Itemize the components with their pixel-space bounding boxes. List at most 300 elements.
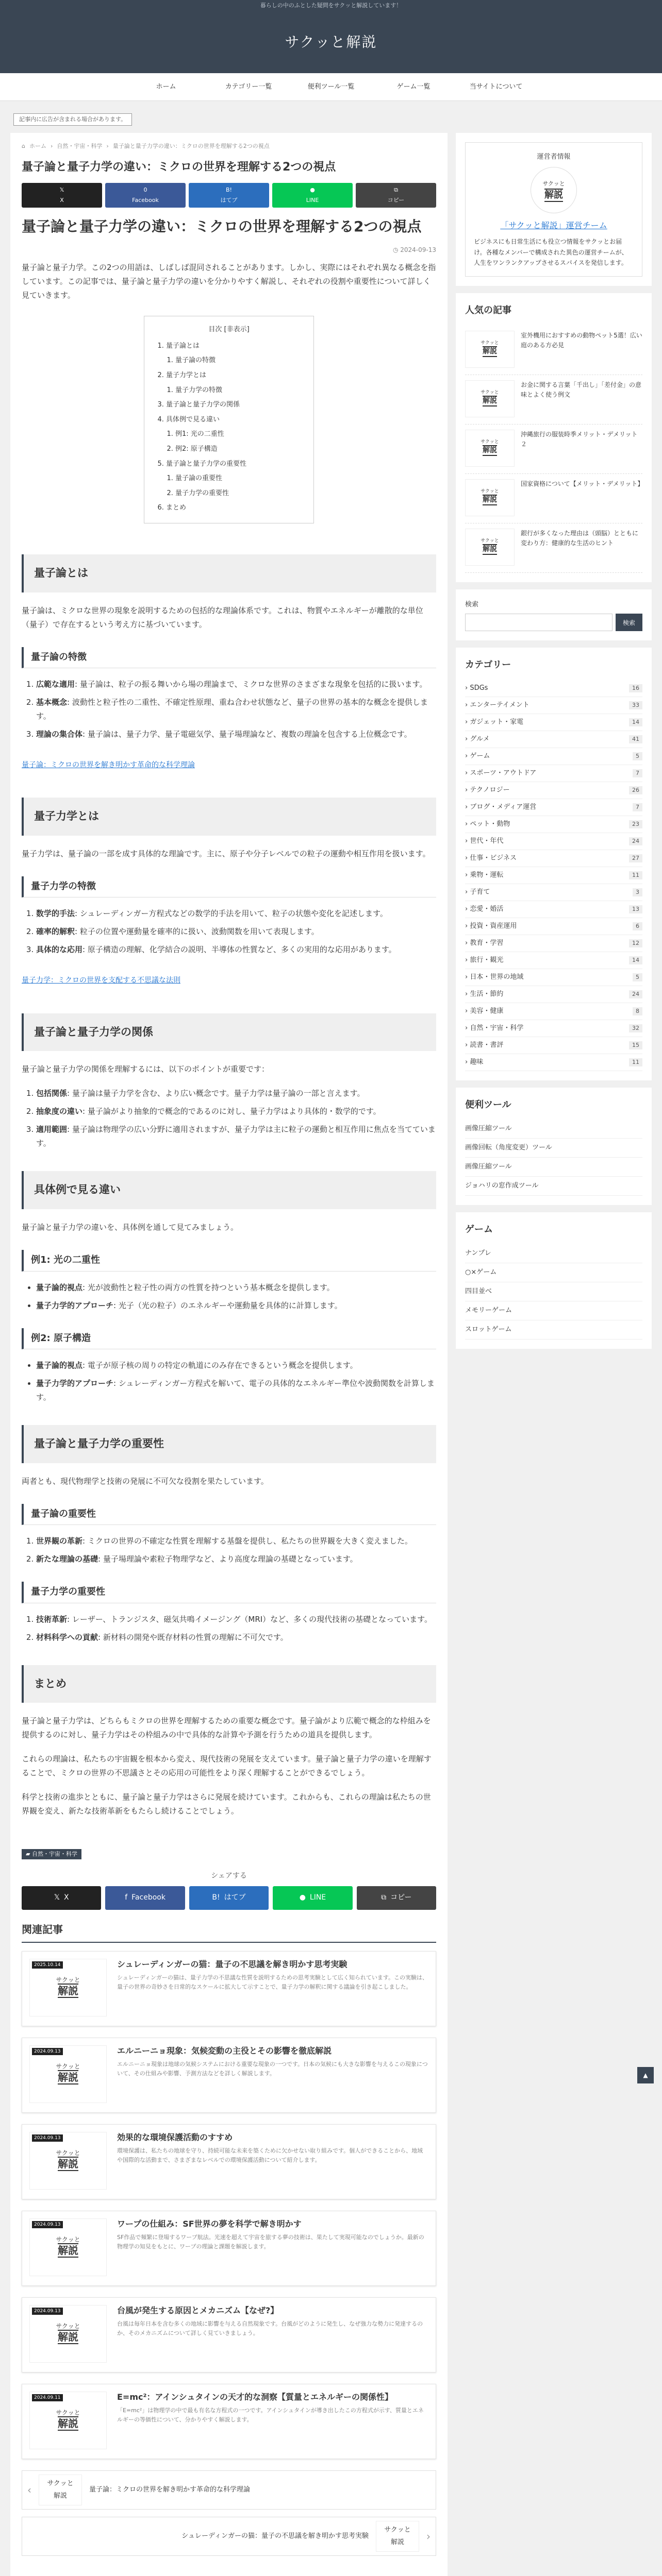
- related-card[interactable]: [22, 2384, 436, 2459]
- toc-subitem[interactable]: 例1: 光の二重性: [175, 430, 224, 438]
- intro-text: 量子論と量子力学。この2つの用語は、しばしば混同されることがあります。しかし、実際にはそれぞれ異なる概念を指しています。この記事では、量子論と量子力学の違いを分かりやすく解説し、それぞれの役割や重要性について詳しく見ていきます。: [22, 263, 436, 300]
- related-date: 2024.09.11: [32, 2394, 63, 2401]
- related-date: 2024.09.13: [32, 2134, 63, 2142]
- category-name: SDGs: [470, 684, 488, 692]
- popular-title: 室外機用におすすめの動物ペット5選！広い庭のある方必見: [521, 331, 642, 349]
- breadcrumb-current: 量子論と量子力学の違い：ミクロの世界を理解する2つの視点: [112, 143, 270, 149]
- related-thumbnail: [29, 2045, 107, 2103]
- subsection-heading: 量子力学の重要性: [22, 1582, 436, 1603]
- category-count: 15: [629, 1041, 642, 1049]
- category-item[interactable]: [465, 765, 642, 782]
- list-item: 1. 包括関係: 量子論は量子力学を含む、より広い概念です。量子力学は量子論の一部と言えます。: [36, 1087, 436, 1100]
- game-link[interactable]: 四目並べ: [465, 1282, 642, 1301]
- section-heading: 量子論と量子力学の重要性: [22, 1425, 436, 1463]
- avatar: [531, 167, 577, 213]
- category-item[interactable]: [465, 867, 642, 884]
- related-excerpt: 環境保護は、私たちの地球を守り、持続可能な未来を築くために欠かせない取り組みです。個人ができることから、地域や国際的な活動まで、さまざまなレベルでの環境保護活動について紹介します。: [117, 2147, 423, 2163]
- toc-subitem[interactable]: 量子論の重要性: [175, 474, 223, 483]
- category-count: 24: [629, 990, 642, 998]
- notice-area: [10, 105, 652, 133]
- category-count: 6: [633, 922, 642, 930]
- feature-list: [22, 677, 436, 741]
- subsection-heading: 量子力学の特徴: [22, 876, 436, 897]
- line-icon: ●: [299, 1893, 306, 1902]
- search-label: 検索: [465, 600, 479, 608]
- category-count: 16: [629, 684, 642, 692]
- category-count: 26: [629, 786, 642, 794]
- site-logo-small: サクッと: [481, 341, 499, 346]
- category-count: 23: [629, 820, 642, 828]
- paragraph: 量子論と量子力学の関係を理解するには、以下のポイントが重要です：: [22, 1064, 270, 1074]
- site-logo-small: サクッと: [47, 2480, 74, 2488]
- share-hatebu-button[interactable]: B! はてブ: [189, 183, 269, 208]
- related-title: E=mc²：アインシュタインの天才的な洞察【質量とエネルギーの関係性】: [117, 2392, 393, 2402]
- chevron-right-icon: ›: [465, 939, 470, 947]
- popular-title: 国家資格について【メリット・デメリット】: [521, 480, 644, 487]
- next-post-title: シュレーディンガーの猫：量子の不思議を解き明かす思考実験: [181, 2532, 369, 2540]
- site-logo-large: 解説: [483, 445, 497, 456]
- category-item[interactable]: [465, 816, 642, 833]
- category-name: ブログ・メディア運営: [470, 803, 537, 811]
- ad-notice: 記事内に広告が含まれる場合があります。: [13, 113, 132, 126]
- example-list: [22, 1281, 436, 1313]
- game-link[interactable]: メモリーゲーム: [465, 1301, 642, 1320]
- chevron-right-icon: ›: [465, 718, 470, 726]
- category-name: 仕事・ビジネス: [470, 854, 517, 862]
- category-item[interactable]: [465, 969, 642, 986]
- list-item: 1. 広範な適用: 量子論は、粒子の振る舞いから場の理論まで、ミクロな世界のさまざまな現象を包括的に扱います。: [36, 677, 436, 691]
- category-item[interactable]: [465, 986, 642, 1003]
- list-item: 1. 技術革新: レーザー、トランジスタ、磁気共鳴イメージング（MRI）など、多くの現代技術の基礎となっています。: [36, 1613, 436, 1626]
- share-hatebu-button[interactable]: B! はてブ: [189, 1886, 269, 1910]
- category-item[interactable]: [465, 884, 642, 901]
- category-name: ペット・動物: [470, 820, 510, 828]
- list-item: • 量子力学的アプローチ: シュレーディンガー方程式を解いて、電子の具体的なエネルギー準位や波動関数を計算します。: [36, 1377, 436, 1404]
- related-thumbnail: [29, 2305, 107, 2363]
- related-thumbnail: [29, 2218, 107, 2276]
- chevron-right-icon: ›: [465, 684, 470, 692]
- category-item[interactable]: [465, 952, 642, 969]
- prev-thumbnail: [39, 2475, 82, 2505]
- chevron-right-icon: ›: [465, 854, 470, 862]
- chevron-right-icon: ›: [465, 1007, 470, 1015]
- tools-widget: [456, 1088, 652, 1205]
- related-date: 2025.10.14: [32, 1961, 63, 1969]
- category-name: 生活・節約: [470, 990, 504, 998]
- related-thumbnail: [29, 1959, 107, 2016]
- x-icon: 𝕏: [54, 1893, 60, 1902]
- category-name: 乗物・運転: [470, 871, 504, 879]
- hatebu-icon: B!: [226, 187, 232, 193]
- subsection-heading: 例2: 原子構造: [22, 1328, 436, 1349]
- list-item: 1. 数学的手法: シュレーディンガー方程式などの数学的手法を用いて、粒子の状態や変化を記述します。: [36, 907, 436, 921]
- chevron-right-icon: ›: [465, 956, 470, 964]
- site-logo-large: 解説: [483, 396, 497, 406]
- category-item[interactable]: [465, 901, 642, 918]
- category-item[interactable]: [465, 748, 642, 765]
- popular-item[interactable]: [465, 523, 642, 573]
- site-logo-small: サクッと: [481, 489, 499, 495]
- toc-item[interactable]: 量子論とは: [166, 342, 200, 350]
- category-item[interactable]: [465, 1037, 642, 1054]
- site-logo-small: サクッと: [542, 180, 565, 187]
- related-excerpt: 台風は毎年日本を含む多くの地域に影響を与える自然現象です。台風がどのように発生し、なぜ強力な勢力に発達するのか、そのメカニズムについて詳しく見ていきましょう。: [117, 2320, 423, 2336]
- admin-name-link[interactable]: 「サクッと解説」運営チーム: [500, 221, 607, 231]
- chevron-right-icon: ›: [465, 1024, 470, 1032]
- paragraph: 科学と技術の進歩とともに、量子論と量子力学はさらに発展を続けています。これからも、これらの理論は私たちの世界観を変え、新たな技術革新をもたらし続けることでしょう。: [22, 1792, 431, 1816]
- category-item[interactable]: [465, 680, 642, 697]
- related-excerpt: エルニーニョ現象は地球の気候システムにおける重要な現象の一つです。日本の気候にも大きな影響を与えるこの現象について、その仕組みや影響、予測方法などを詳しく解説します。: [117, 2060, 428, 2077]
- toc-subitem[interactable]: 例2: 原子構造: [175, 445, 218, 453]
- category-name: 日本・世界の地域: [470, 973, 524, 981]
- category-count: 33: [629, 701, 642, 709]
- chevron-right-icon: ›: [426, 2530, 431, 2543]
- chevron-right-icon: ›: [465, 973, 470, 981]
- list-item: 3. 理論の集合体: 量子論は、量子力学、量子電磁気学、量子場理論など、複数の理論を包含する上位概念です。: [36, 727, 436, 741]
- related-excerpt: 「E=mc²」は物理学の中で最も有名な方程式の一つです。アインシュタインが導き出したこの方程式が示す、質量とエネルギーの等価性について、分かりやすく解説します。: [117, 2406, 424, 2423]
- chevron-right-icon: ›: [465, 888, 470, 896]
- popular-title: お金に関する言葉「千出し」「差付金」の意味とよく使う例文: [521, 381, 642, 398]
- header-tagline: 暮らしの中のふとした疑問をサクッと解説しています！: [0, 0, 662, 11]
- clock-icon: ◷: [392, 246, 401, 253]
- popular-thumbnail: [465, 529, 515, 566]
- post-date: ◷ 2024-09-13: [392, 246, 436, 253]
- toc-toggle[interactable]: [非表示]: [224, 326, 250, 334]
- share-line-button[interactable]: ● LINE: [272, 183, 353, 208]
- category-item[interactable]: [465, 918, 642, 935]
- category-name: スポーツ・アウトドア: [470, 769, 537, 777]
- feature-list: [22, 907, 436, 957]
- category-item[interactable]: [465, 782, 642, 799]
- tool-link[interactable]: 画像回転（角度変更）ツール: [465, 1139, 642, 1158]
- related-title: シュレーディンガーの猫：量子の不思議を解き明かす思考実験: [117, 1959, 347, 1969]
- related-list: [22, 1951, 436, 2459]
- game-link[interactable]: ナンプレ: [465, 1244, 642, 1263]
- site-logo-large: 解説: [483, 346, 497, 357]
- chevron-right-icon: ›: [465, 1058, 470, 1066]
- section-heading: まとめ: [22, 1665, 436, 1703]
- list-item: • 量子論的視点: 電子が原子核の周りの特定の軌道にのみ存在できるという概念を提供します。: [36, 1359, 436, 1372]
- site-logo-large: 解説: [483, 495, 497, 505]
- copy-icon: ⧉: [381, 1893, 387, 1902]
- relation-list: [22, 1087, 436, 1150]
- admin-label: 運営者情報: [537, 153, 571, 161]
- importance-list: [22, 1613, 436, 1645]
- site-logo-small: サクッと: [56, 2063, 80, 2070]
- category-name: 趣味: [470, 1058, 484, 1066]
- chevron-right-icon: ›: [465, 752, 470, 760]
- related-excerpt: SF作品で頻繁に登場するワープ航法。光速を超えて宇宙を旅する夢の技術は、果たして実現可能なのでしょうか。最新の物理学の知見をもとに、ワープの理論と課題を解説します。: [117, 2233, 424, 2250]
- chevron-up-icon: ▲: [643, 2072, 648, 2079]
- nav-tools[interactable]: 便利ツール一覧: [307, 83, 355, 91]
- category-count: 8: [633, 1007, 642, 1015]
- popular-title: 沖縄旅行の服装時季メリット・デメリット２: [521, 430, 638, 448]
- nav-about[interactable]: 当サイトについて: [469, 83, 523, 91]
- toc-item[interactable]: 具体例で見る違い: [166, 415, 220, 423]
- related-thumbnail: [29, 2392, 107, 2449]
- chevron-right-icon: ›: [465, 1041, 470, 1049]
- line-icon: ●: [310, 187, 315, 193]
- toc-subitem[interactable]: 量子力学の特徴: [175, 386, 223, 394]
- chevron-right-icon: ›: [465, 735, 470, 743]
- toc-subitem[interactable]: 量子力学の重要性: [175, 489, 229, 497]
- share-facebook-button[interactable]: f Facebook: [105, 1886, 185, 1910]
- category-item[interactable]: [465, 935, 642, 952]
- category-name: ガジェット・家電: [470, 718, 524, 726]
- category-item[interactable]: [465, 1054, 642, 1071]
- category-count: 14: [629, 718, 642, 726]
- back-to-top-button[interactable]: [637, 2067, 654, 2083]
- category-count: 14: [629, 956, 642, 964]
- related-card[interactable]: [22, 2297, 436, 2372]
- tool-link[interactable]: 画像圧縮ツール: [465, 1120, 642, 1139]
- related-title: 台風が発生する原因とメカニズム【なぜ?】: [117, 2305, 279, 2315]
- category-count: 32: [629, 1024, 642, 1032]
- related-excerpt: シュレーディンガーの猫は、量子力学の不思議な性質を説明するための思考実験として広く知られています。この実験は、量子の世界の奇妙さを日常的なスケールに拡大して示すことで、量子力学の解釈に関する議論を引き起こしました。: [117, 1974, 428, 1990]
- site-title[interactable]: サクッと解説: [285, 33, 377, 50]
- subsection-heading: 量子論の重要性: [22, 1504, 436, 1525]
- category-name: 読書・書評: [470, 1041, 504, 1049]
- popular-item[interactable]: [465, 474, 642, 523]
- popular-item[interactable]: [465, 425, 642, 474]
- folder-icon: ▰: [26, 1851, 32, 1858]
- category-name: 旅行・観光: [470, 956, 504, 964]
- page-title: 量子論と量子力学の違い：ミクロの世界を理解する2つの視点: [22, 217, 422, 235]
- games-heading: ゲーム: [465, 1224, 493, 1235]
- popular-widget: [456, 293, 652, 582]
- prev-post-link[interactable]: [22, 2470, 436, 2510]
- category-item[interactable]: [465, 1020, 642, 1037]
- section-heading: 具体例で見る違い: [22, 1171, 436, 1209]
- share-label: シェアする: [211, 1872, 247, 1880]
- category-item[interactable]: [465, 714, 642, 731]
- share-line-button[interactable]: ● LINE: [273, 1886, 352, 1910]
- global-nav: [0, 73, 662, 101]
- site-logo-large: 解説: [58, 1985, 78, 1997]
- category-count: 5: [633, 973, 642, 981]
- chevron-right-icon: ›: [465, 769, 470, 777]
- category-name: 美容・健康: [470, 1007, 504, 1015]
- list-item: 2. 新たな理論の基礎: 量子場理論や素粒子物理学など、より高度な理論の基礎となっています。: [36, 1552, 436, 1566]
- list-item: • 量子論的視点: 光が波動性と粒子性の両方の性質を持つという基本概念を提供します。: [36, 1281, 436, 1295]
- popular-heading: 人気の記事: [465, 305, 511, 316]
- category-name: テクノロジー: [470, 786, 510, 794]
- category-count: 11: [629, 871, 642, 879]
- toc-item[interactable]: 量子論と量子力学の関係: [166, 401, 240, 409]
- category-count: 41: [629, 735, 642, 743]
- breadcrumb-category[interactable]: 自然・宇宙・科学: [57, 143, 103, 149]
- related-card[interactable]: [22, 1951, 436, 2026]
- category-count: 13: [629, 905, 642, 913]
- site-logo-large: 解説: [58, 2071, 78, 2084]
- importance-list: [22, 1534, 436, 1566]
- paragraph: 量子力学は、量子論の一部を成す具体的な理論です。主に、原子や分子レベルでの粒子の運動や相互作用を扱います。: [22, 849, 431, 859]
- category-list: [465, 680, 642, 1071]
- category-count: 11: [629, 1058, 642, 1066]
- related-date: 2024.09.13: [32, 2308, 63, 2315]
- category-name: 投資・資産運用: [470, 922, 517, 930]
- list-item: 2. 確率的解釈: 粒子の位置や運動量を確率的に扱い、波動関数を用いて表現します。: [36, 925, 436, 939]
- category-item[interactable]: [465, 697, 642, 714]
- category-tag[interactable]: ▰ 自然・宇宙・科学: [22, 1849, 81, 1859]
- related-card[interactable]: [22, 2211, 436, 2286]
- chevron-right-icon: ›: [465, 701, 470, 709]
- related-thumbnail: [29, 2132, 107, 2190]
- share-facebook-button[interactable]: 0 Facebook: [105, 183, 186, 208]
- toc-item[interactable]: 量子論と量子力学の重要性: [166, 460, 247, 468]
- related-card[interactable]: [22, 2038, 436, 2113]
- next-post-link[interactable]: [22, 2517, 436, 2556]
- paragraph: 量子論と量子力学の違いを、具体例を通して見てみましょう。: [22, 1223, 239, 1232]
- popular-thumbnail: [465, 331, 515, 368]
- section-heading: 量子力学とは: [22, 798, 436, 836]
- site-logo-large: 解説: [58, 2244, 78, 2257]
- chevron-right-icon: ›: [465, 786, 470, 794]
- chevron-right-icon: ›: [465, 820, 470, 828]
- paragraph: これらの理論は、私たちの宇宙観を根本から変え、現代技術の発展を支えています。量子論と量子力学の違いを理解することで、ミクロの世界の不思議さとその応用の可能性をより深く理解することができるでしょう。: [22, 1754, 432, 1778]
- category-heading: カテゴリー: [465, 659, 511, 671]
- related-date: 2024.09.13: [32, 2048, 63, 2055]
- site-logo-small: サクッと: [481, 538, 499, 544]
- subsection-heading: 例1: 光の二重性: [22, 1250, 436, 1271]
- category-name: グルメ: [470, 735, 490, 743]
- list-item: • 量子力学的アプローチ: 光子（光の粒子）のエネルギーや運動量を具体的に計算します。: [36, 1299, 436, 1313]
- site-logo-large: 解説: [390, 2538, 404, 2546]
- chevron-left-icon: ‹: [27, 2483, 31, 2496]
- nav-games[interactable]: ゲーム一覧: [396, 83, 431, 91]
- site-logo-large: 解説: [53, 2492, 67, 2500]
- category-item[interactable]: [465, 850, 642, 867]
- site-logo-large: 解説: [58, 2331, 78, 2344]
- subsection-heading: 量子論の特徴: [22, 647, 436, 668]
- chevron-right-icon: ›: [465, 803, 470, 811]
- paragraph: 量子論と量子力学は、どちらもミクロの世界を理解するための重要な概念です。量子論がより広範で概念的な枠組みを提供するのに対し、量子力学はその枠組みの中で具体的な計算や予測を行うための道具を提供します。: [22, 1716, 431, 1740]
- nav-home[interactable]: ホーム: [156, 83, 176, 91]
- tool-link[interactable]: ジョハリの窓作成ツール: [465, 1177, 642, 1196]
- section-heading: 量子論とは: [22, 554, 436, 592]
- search-button[interactable]: 検索: [616, 614, 642, 631]
- toc-item[interactable]: 量子力学とは: [166, 371, 207, 379]
- category-item[interactable]: [465, 731, 642, 748]
- toc-subitem[interactable]: 量子論の特徴: [175, 357, 216, 365]
- related-title: ワープの仕組み：SF世界の夢を科学で解き明かす: [117, 2218, 302, 2229]
- share-copy-button[interactable]: ⧉ コピー: [357, 1886, 436, 1910]
- category-widget: [456, 648, 652, 1080]
- related-title: エルニーニョ現象：気候変動の主役とその影響を徹底解説: [117, 2045, 332, 2056]
- nav-categories[interactable]: カテゴリー一覧: [225, 83, 272, 91]
- admin-description: ビジネスにも日常生活にも役立つ情報をサクッとお届け。各種なメンバーで構成された異色の運営チームが、人生をワンランクアップさせるスパイスを発信します。: [474, 238, 628, 266]
- facebook-count: 0: [143, 187, 147, 193]
- category-count: 5: [633, 752, 642, 760]
- paragraph: 両者とも、現代物理学と技術の発展に不可欠な役割を果たしています。: [22, 1476, 269, 1486]
- site-logo-small: サクッと: [56, 2323, 80, 2330]
- site-logo-large: 解説: [58, 2158, 78, 2171]
- category-count: 12: [629, 939, 642, 947]
- site-logo-small: サクッと: [384, 2526, 411, 2534]
- category-count: 3: [633, 888, 642, 896]
- popular-title: 銀行が多くなった理由は（頭脳）とともに変わり方：健康的な生活のヒント: [521, 529, 639, 547]
- search-input[interactable]: [465, 614, 613, 631]
- related-card[interactable]: [22, 2124, 436, 2199]
- site-logo-large: 解説: [483, 544, 497, 555]
- popular-item[interactable]: [465, 375, 642, 425]
- category-item[interactable]: [465, 833, 642, 850]
- paragraph: 量子論は、ミクロな世界の現象を説明するための包括的な理論体系です。これは、物質やエネルギーが離散的な単位（量子）で存在するという考え方に基づいています。: [22, 605, 423, 629]
- hatebu-icon: B!: [212, 1893, 220, 1902]
- category-count: 27: [629, 854, 642, 862]
- category-item[interactable]: [465, 799, 642, 816]
- list-item: 2. 抽象度の違い: 量子論がより抽象的で概念的であるのに対し、量子力学はより具体的・数学的です。: [36, 1105, 436, 1118]
- category-name: 子育て: [470, 888, 490, 896]
- category-count: 24: [629, 837, 642, 845]
- list-item: 2. 材料科学への貢献: 新材料の開発や既存材料の性質の理解に不可欠です。: [36, 1631, 436, 1645]
- internal-link[interactable]: 量子力学：ミクロの世界を支配する不思議な法則: [22, 976, 180, 985]
- tools-heading: 便利ツール: [465, 1099, 511, 1110]
- category-name: ゲーム: [470, 752, 490, 760]
- related-date: 2024.09.13: [32, 2221, 63, 2228]
- chevron-right-icon: ›: [465, 905, 470, 913]
- category-name: 世代・年代: [470, 837, 504, 845]
- list-item: 1. 世界観の革新: ミクロの世界の不確定な性質を理解する基盤を提供し、私たちの世界観を大きく変えました。: [36, 1534, 436, 1548]
- category-item[interactable]: [465, 1003, 642, 1020]
- popular-thumbnail: [465, 479, 515, 516]
- game-link[interactable]: ○×ゲーム: [465, 1263, 642, 1282]
- share-buttons-top: [22, 183, 436, 208]
- popular-item[interactable]: [465, 326, 642, 375]
- site-header: [0, 11, 662, 73]
- site-logo-small: サクッと: [56, 2236, 80, 2243]
- section-heading: 量子論と量子力学の関係: [22, 1013, 436, 1052]
- toc-title: 目次 [非表示]: [208, 326, 250, 334]
- chevron-right-icon: ›: [465, 922, 470, 930]
- facebook-icon: f: [125, 1893, 128, 1902]
- list-item: 3. 適用範囲: 量子論は物理学の広い分野に適用されますが、量子力学は主に粒子の運動と相互作用に焦点を当てています。: [36, 1123, 436, 1150]
- site-logo-large: 解説: [58, 2417, 78, 2430]
- page-title-top: 量子論と量子力学の違い：ミクロの世界を理解する2つの視点: [22, 160, 336, 174]
- category-count: 7: [633, 769, 642, 777]
- site-logo-small: サクッと: [481, 390, 499, 396]
- prev-post-title: 量子論：ミクロの世界を解き明かす革命的な科学理論: [89, 2485, 251, 2494]
- copy-icon: ⧉: [394, 187, 398, 193]
- internal-link[interactable]: 量子論：ミクロの世界を解き明かす革命的な科学理論: [22, 761, 195, 770]
- site-logo-small: サクッと: [56, 1976, 80, 1984]
- main-content: [10, 133, 448, 2576]
- x-icon: 𝕏: [59, 187, 64, 193]
- next-thumbnail: [376, 2521, 419, 2552]
- category-name: エンターテイメント: [470, 701, 529, 709]
- category-name: 自然・宇宙・科学: [470, 1024, 524, 1032]
- search-widget: [456, 589, 652, 640]
- list-item: 2. 基本概念: 波動性と粒子性の二重性、不確定性原理、重ね合わせ状態など、量子の世界の基本的な概念を提供します。: [36, 696, 436, 723]
- share-copy-button[interactable]: ⧉ コピー: [356, 183, 436, 208]
- chevron-right-icon: ›: [465, 837, 470, 845]
- category-name: 恋愛・婚活: [470, 905, 504, 913]
- chevron-right-icon: ›: [465, 871, 470, 879]
- tool-link[interactable]: 画像圧縮ツール: [465, 1158, 642, 1177]
- category-count: 7: [633, 803, 642, 811]
- site-logo-small: サクッと: [481, 439, 499, 445]
- site-logo-small: サクッと: [56, 2149, 80, 2157]
- share-x-button[interactable]: 𝕏 X: [22, 1886, 101, 1910]
- game-link[interactable]: スロットゲーム: [465, 1320, 642, 1340]
- toc-item[interactable]: まとめ: [166, 504, 187, 512]
- home-icon: ⌂: [22, 143, 25, 149]
- example-list: [22, 1359, 436, 1404]
- list-item: 3. 具体的な応用: 原子構造の理解、化学結合の説明、半導体の性質など、多くの実用的な応用があります。: [36, 943, 436, 957]
- share-x-button[interactable]: 𝕏 X: [22, 183, 102, 208]
- breadcrumb-home[interactable]: ホーム: [29, 143, 46, 149]
- related-heading: 関連記事: [22, 1920, 436, 1943]
